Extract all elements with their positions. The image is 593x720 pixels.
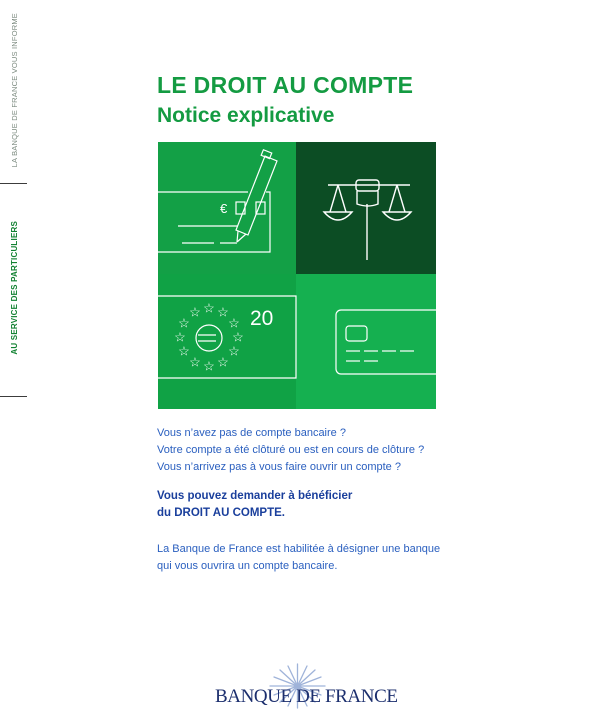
intro-questions xyxy=(157,425,424,476)
svg-text:☆: ☆ xyxy=(232,329,244,345)
banque-de-france-logo xyxy=(215,662,398,716)
svg-text:☆: ☆ xyxy=(189,354,201,370)
svg-text:☆: ☆ xyxy=(228,343,240,359)
svg-text:☆: ☆ xyxy=(217,354,229,370)
svg-text:☆: ☆ xyxy=(203,358,215,374)
svg-text:☆: ☆ xyxy=(189,304,201,320)
sidebar-divider xyxy=(0,396,27,397)
question-line: Votre compte a été clôturé ou est en cours de clôture ? xyxy=(157,444,425,456)
page-title: LE DROIT AU COMPTE xyxy=(157,72,414,98)
logo-text: BANQUE DE FRANCE xyxy=(215,686,398,707)
svg-text:☆: ☆ xyxy=(178,343,190,359)
cheque-currency-symbol: € xyxy=(220,201,228,216)
banknote-value-bottom: 20 xyxy=(131,362,146,377)
tile-card xyxy=(296,274,436,409)
sidebar-section-label: AU SERVICE DES PARTICULIERS xyxy=(9,221,19,355)
page-subtitle: Notice explicative xyxy=(157,104,335,127)
info-paragraph: La Banque de France est habilitée à désigner une banque qui vous ouvrira un compte bancaire. xyxy=(157,543,441,572)
svg-text:☆: ☆ xyxy=(174,329,186,345)
svg-text:☆: ☆ xyxy=(203,300,215,316)
svg-text:☆: ☆ xyxy=(217,304,229,320)
svg-text:☆: ☆ xyxy=(178,315,190,331)
illustration-svg xyxy=(131,142,436,409)
highlight-statement: Vous pouvez demander à bénéficier du DROIT AU COMPTE. xyxy=(157,490,353,519)
question-line: Vous n’avez pas de compte bancaire ? xyxy=(157,427,346,439)
svg-text:☆: ☆ xyxy=(228,315,240,331)
question-line: Vous n’arrivez pas à vous faire ouvrir un compte ? xyxy=(157,461,401,473)
sidebar-top-label: LA BANQUE DE FRANCE VOUS INFORME xyxy=(9,12,19,168)
banknote-value-top: 20 xyxy=(250,307,274,330)
illustration-grid xyxy=(131,142,436,409)
tile-justice xyxy=(296,142,436,274)
